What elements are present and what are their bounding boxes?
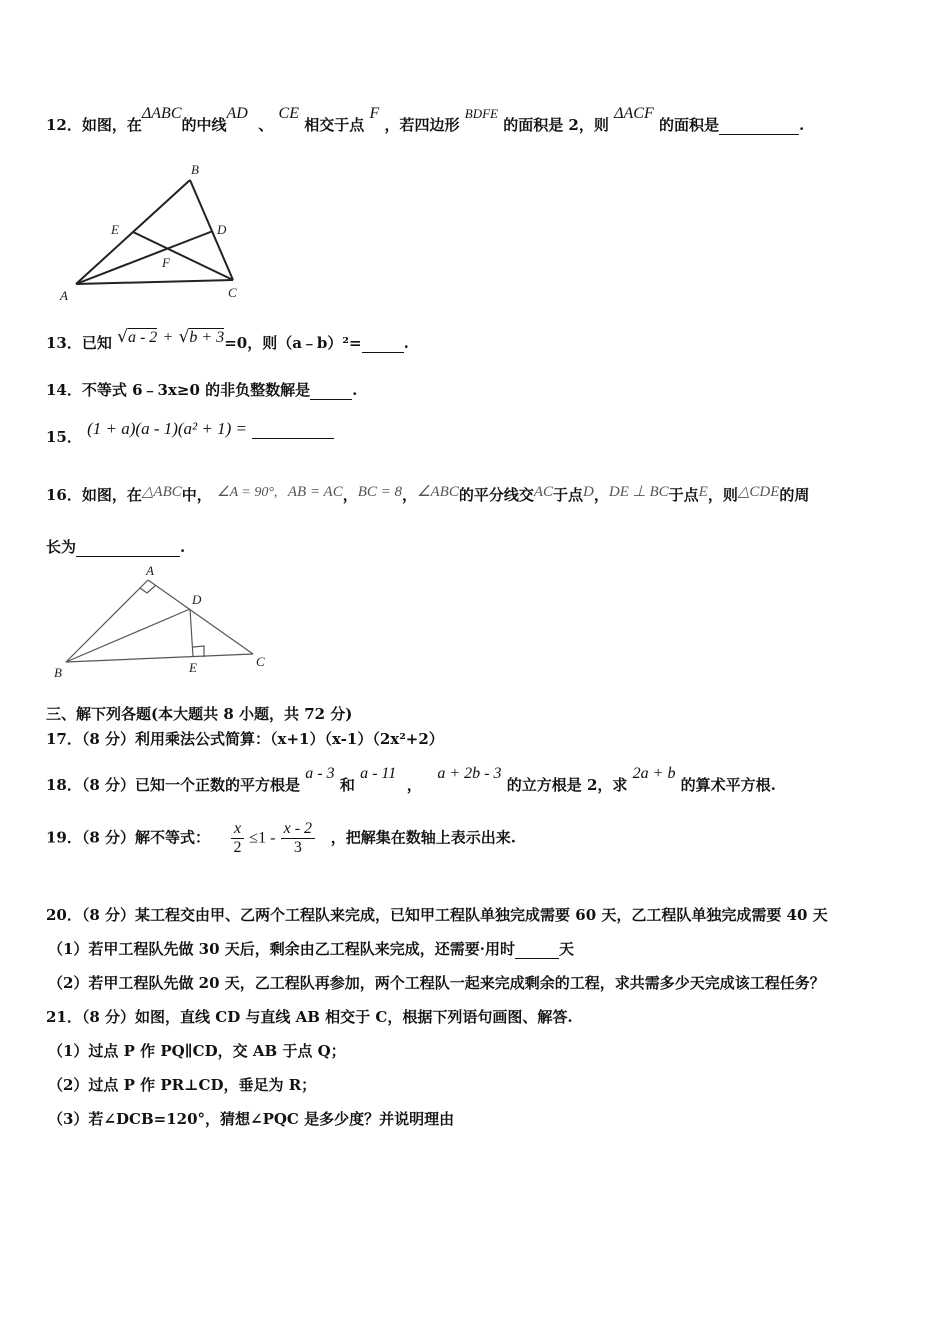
q14-line: 14．不等式 6﹣3x≥0 的非负整数解是 .	[46, 381, 358, 399]
q19-fraction-2: $\frac{x - 2}{3}$	[281, 820, 315, 857]
q12-label-a: A	[60, 288, 68, 303]
q16-triangle-figure	[48, 560, 274, 684]
q21-part-2: （2）过点 P 作 PR⊥CD，垂足为 R；	[48, 1076, 317, 1094]
q14-number: 14．	[46, 381, 82, 399]
q12-label-c: C	[228, 285, 237, 300]
q16-label-c: C	[256, 654, 265, 669]
q13-answer-blank[interactable]	[362, 334, 404, 353]
q20-number: 20．	[46, 906, 82, 924]
q16-label-d: D	[192, 592, 202, 607]
q21-number: 21．	[46, 1008, 82, 1026]
q14-answer-blank[interactable]	[310, 381, 352, 400]
q19-fraction-1: $\frac{x}{2}$	[231, 820, 244, 857]
section-3-heading: 三、解下列各题(本大题共 8 小题，共 72 分)	[46, 705, 353, 723]
q16-label-b: B	[54, 665, 62, 680]
q12-label-f: F	[162, 255, 170, 270]
q17-line: 17．（8 分）利用乘法公式简算：（x+1）（x-1）（2x²+2）	[46, 730, 444, 748]
q18-line: 18．（8 分）已知一个正数的平方根是 a - 3 和 a - 11 ， a + 2b - 3 的立方根是 2，求 2a + b 的算术平方根.	[46, 765, 776, 794]
q19-line: 19．（8 分）解不等式： $\frac{x}{2}$ ≤1 - $\frac{x - 2}{3}$ ，把解集在数轴上表示出来.	[46, 820, 516, 856]
q16-label-a: A	[146, 563, 154, 578]
q19-number: 19．	[46, 828, 82, 847]
q15-line: 15． (1 + a)(a - 1)(a² + 1) =	[46, 418, 334, 439]
q16-line-1: 16．如图，在△ABC中， ∠A = 90°, AB = AC，BC = 8，∠ABC的平分线交AC于点D，DE ⊥ BC于点E，则△CDE的周	[46, 484, 810, 504]
q12-label-e: E	[111, 222, 119, 237]
q21-part-3: （3）若∠DCB=120°，猜想∠PQC 是多少度？并说明理由	[48, 1110, 455, 1128]
q21-line: 21．（8 分）如图，直线 CD 与直线 AB 相交于 C，根据下列语句画图、解答.	[46, 1008, 573, 1026]
q18-number: 18．	[46, 776, 82, 794]
q15-number: 15．	[46, 428, 82, 446]
q21-part-1: （1）过点 P 作 PQ∥CD，交 AB 于点 Q；	[48, 1042, 346, 1060]
q20-part-2: （2）若甲工程队先做 20 天，乙工程队再参加，两个工程队一起来完成剩余的工程，求共需多少天完成该工程任务？	[48, 974, 825, 992]
q16-number: 16．	[46, 486, 82, 504]
q12-label-d: D	[217, 222, 227, 237]
q20-answer-blank[interactable]	[515, 940, 559, 959]
q16-label-e: E	[189, 660, 197, 675]
q12-triangle-figure	[56, 158, 256, 304]
q15-answer-blank[interactable]	[252, 420, 334, 439]
q20-line: 20．（8 分）某工程交由甲、乙两个工程队来完成，已知甲工程队单独完成需要 60 天，乙工程队单独完成需要 40 天	[46, 906, 828, 924]
q12-answer-blank[interactable]	[719, 116, 799, 135]
q13-number: 13．	[46, 334, 82, 352]
q16-line-2: 长为 .	[46, 538, 186, 556]
q12-number: 12．	[46, 116, 82, 134]
q20-part-1: （1）若甲工程队先做 30 天后，剩余由乙工程队来完成，还需要·用时 天	[48, 940, 574, 958]
q12-line: 12．如图，在ΔABC的中线AD 、 CE 相交于点 F ，若四边形 BDFE 的面积是 2，则 ΔACF 的面积是 .	[46, 105, 805, 134]
q12-label-b: B	[191, 162, 199, 177]
q16-answer-blank[interactable]	[76, 538, 180, 557]
q17-number: 17．	[46, 730, 82, 748]
q13-line: 13．已知 √a - 2 + √b + 3=0，则（a﹣b）²= .	[46, 327, 409, 352]
